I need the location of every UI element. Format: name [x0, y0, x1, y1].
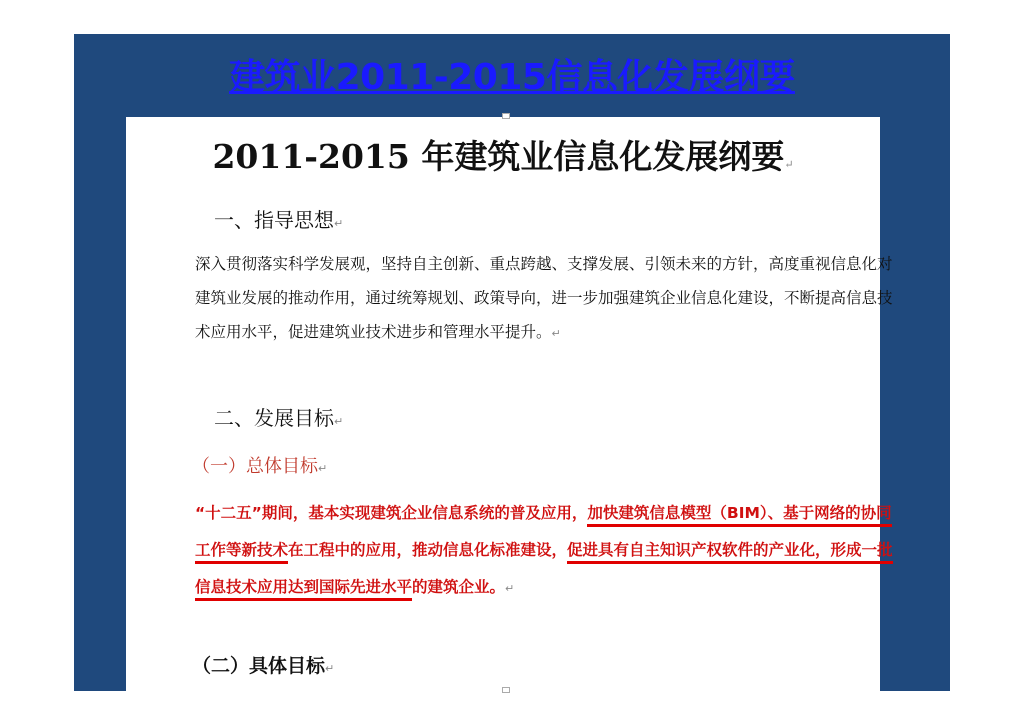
subsection1-heading: （一）总体目标↵ [192, 456, 328, 477]
document-page [126, 117, 893, 691]
goal-underline-software: 促进具有自主知识产权软件的产业化， [567, 541, 831, 564]
goal-underline-advanced: 形成一批信息技术应用达到国际先进水平 [195, 541, 893, 601]
subsection1-paragraph: “十二五”期间，基本实现建筑企业信息系统的普及应用，加快建筑信息模型（BIM）、基于网络的协同工作等新技术在工程中的应用，推动信息化标准建设，促进具有自主知识产权软件的产业化，形成一批信息技术应用达到国际先进水平的建筑企业。↵ [164, 495, 895, 607]
section1-paragraph: 深入贯彻落实科学发展观，坚持自主创新、重点跨越、支撑发展、引领未来的方针，高度重视信息化对建筑业发展的推动作用，通过统筹规划、政策导向，进一步加强建筑企业信息化建设，不断提高信息技术应用水平，促进建筑业技术进步和管理水平提升。↵ [195, 255, 893, 341]
goal-underline-bim: 加快建筑信息模型（BIM）、 [587, 504, 783, 527]
section2-heading: 二、发展目标↵ [214, 406, 344, 430]
subsection2-heading: （二）具体目标↵ [192, 655, 335, 677]
section1-heading: 一、指导思想↵ [214, 208, 344, 232]
goal-text-plain: 的建筑企业。 [412, 578, 506, 596]
goal-text-plain: 在工程中的应用，推动信息化标准建设， [288, 541, 568, 559]
goal-underline-network: 基于网络的协同工作等新技术 [195, 504, 892, 564]
document-title: 2011-2015 年建筑业信息化发展纲要↵ [212, 137, 794, 176]
resize-handle-bottom[interactable] [502, 687, 510, 693]
goal-text-plain: “十二五”期间，基本实现建筑企业信息系统的普及应用， [195, 504, 588, 522]
slide-title-link[interactable]: 建筑业2011-2015信息化发展纲要 [229, 57, 795, 98]
resize-handle-top[interactable] [502, 113, 510, 119]
